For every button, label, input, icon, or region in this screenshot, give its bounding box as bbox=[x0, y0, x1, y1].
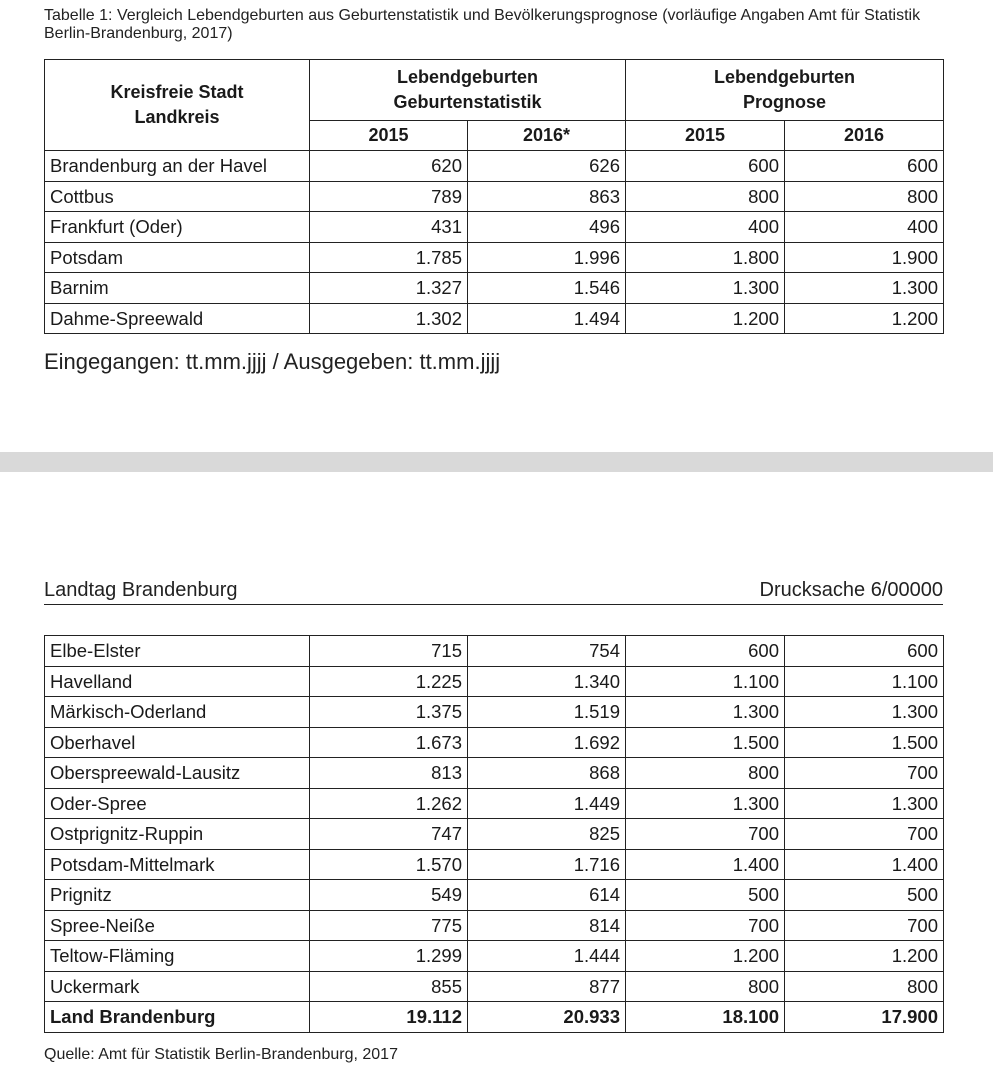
district-name-cell: Elbe-Elster bbox=[45, 636, 310, 667]
district-name-cell: Teltow-Fläming bbox=[45, 941, 310, 972]
value-cell: 1.519 bbox=[468, 697, 626, 728]
table-row bbox=[45, 697, 944, 728]
value-cell: 500 bbox=[626, 880, 785, 911]
value-cell: 877 bbox=[468, 971, 626, 1002]
value-cell: 496 bbox=[468, 212, 626, 243]
district-name-cell: Frankfurt (Oder) bbox=[45, 212, 310, 243]
value-cell: 700 bbox=[785, 819, 944, 850]
table-row bbox=[45, 849, 944, 880]
total-row bbox=[45, 1002, 944, 1033]
value-cell: 400 bbox=[626, 212, 785, 243]
value-cell: 1.200 bbox=[785, 941, 944, 972]
value-cell: 1.225 bbox=[310, 666, 468, 697]
district-name-cell: Oder-Spree bbox=[45, 788, 310, 819]
value-cell: 1.494 bbox=[468, 303, 626, 334]
value-cell: 1.400 bbox=[626, 849, 785, 880]
district-name-cell: Uckermark bbox=[45, 971, 310, 1002]
value-cell: 1.500 bbox=[785, 727, 944, 758]
district-name-cell: Cottbus bbox=[45, 181, 310, 212]
value-cell: 1.444 bbox=[468, 941, 626, 972]
value-cell: 813 bbox=[310, 758, 468, 789]
value-cell: 620 bbox=[310, 151, 468, 182]
received-issued-note: Eingegangen: tt.mm.jjjj / Ausgegeben: tt.mm.jjjj bbox=[44, 349, 501, 374]
value-cell: 626 bbox=[468, 151, 626, 182]
value-cell: 789 bbox=[310, 181, 468, 212]
value-cell: 614 bbox=[468, 880, 626, 911]
value-cell: 800 bbox=[626, 971, 785, 1002]
value-cell: 1.340 bbox=[468, 666, 626, 697]
table-row bbox=[45, 788, 944, 819]
births-table-part-2 bbox=[44, 635, 944, 1033]
value-cell: 1.299 bbox=[310, 941, 468, 972]
value-cell: 825 bbox=[468, 819, 626, 850]
header-year: 2015 bbox=[626, 121, 785, 151]
value-cell: 747 bbox=[310, 819, 468, 850]
value-cell: 1.200 bbox=[626, 303, 785, 334]
value-cell: 1.500 bbox=[626, 727, 785, 758]
district-name-cell: Dahme-Spreewald bbox=[45, 303, 310, 334]
value-cell: 1.262 bbox=[310, 788, 468, 819]
document-header bbox=[44, 579, 943, 605]
header-district: Kreisfreie Stadt Landkreis bbox=[45, 60, 310, 151]
table-row bbox=[45, 181, 944, 212]
header-year: 2016 bbox=[785, 121, 944, 151]
table-row bbox=[45, 212, 944, 243]
value-cell: 500 bbox=[785, 880, 944, 911]
value-cell: 18.100 bbox=[626, 1002, 785, 1033]
table-row bbox=[45, 819, 944, 850]
district-name-cell: Land Brandenburg bbox=[45, 1002, 310, 1033]
value-cell: 1.200 bbox=[785, 303, 944, 334]
value-cell: 1.327 bbox=[310, 273, 468, 304]
value-cell: 800 bbox=[785, 181, 944, 212]
district-name-cell: Oberhavel bbox=[45, 727, 310, 758]
value-cell: 1.716 bbox=[468, 849, 626, 880]
value-cell: 700 bbox=[626, 910, 785, 941]
value-cell: 855 bbox=[310, 971, 468, 1002]
district-name-cell: Oberspreewald-Lausitz bbox=[45, 758, 310, 789]
value-cell: 700 bbox=[785, 910, 944, 941]
district-name-cell: Brandenburg an der Havel bbox=[45, 151, 310, 182]
value-cell: 715 bbox=[310, 636, 468, 667]
value-cell: 775 bbox=[310, 910, 468, 941]
district-name-cell: Spree-Neiße bbox=[45, 910, 310, 941]
table-row bbox=[45, 151, 944, 182]
value-cell: 1.546 bbox=[468, 273, 626, 304]
value-cell: 19.112 bbox=[310, 1002, 468, 1033]
header-year: 2016* bbox=[468, 121, 626, 151]
value-cell: 1.300 bbox=[626, 788, 785, 819]
header-year: 2015 bbox=[310, 121, 468, 151]
value-cell: 863 bbox=[468, 181, 626, 212]
value-cell: 1.570 bbox=[310, 849, 468, 880]
table-row bbox=[45, 727, 944, 758]
births-table-part-1 bbox=[44, 59, 944, 334]
table-row bbox=[45, 636, 944, 667]
value-cell: 431 bbox=[310, 212, 468, 243]
value-cell: 1.449 bbox=[468, 788, 626, 819]
header-parliament: Landtag Brandenburg bbox=[44, 579, 238, 601]
value-cell: 1.300 bbox=[626, 273, 785, 304]
district-name-cell: Ostprignitz-Ruppin bbox=[45, 819, 310, 850]
table-row bbox=[45, 758, 944, 789]
value-cell: 1.996 bbox=[468, 242, 626, 273]
header-group-statistik: Lebendgeburten Geburtenstatistik bbox=[310, 60, 626, 121]
page-separator bbox=[0, 452, 993, 472]
value-cell: 1.300 bbox=[785, 788, 944, 819]
table-row bbox=[45, 941, 944, 972]
value-cell: 17.900 bbox=[785, 1002, 944, 1033]
value-cell: 1.673 bbox=[310, 727, 468, 758]
value-cell: 600 bbox=[626, 151, 785, 182]
value-cell: 1.300 bbox=[626, 697, 785, 728]
value-cell: 1.800 bbox=[626, 242, 785, 273]
source-note: Quelle: Amt für Statistik Berlin-Brandenburg, 2017 bbox=[44, 1046, 398, 1063]
table-caption: Tabelle 1: Vergleich Lebendgeburten aus Geburtenstatistik und Bevölkerungsprognose (vorläufige Angaben Amt für Statistik Berlin-Brandenburg, 2017) bbox=[44, 7, 921, 42]
district-name-cell: Märkisch-Oderland bbox=[45, 697, 310, 728]
table-row bbox=[45, 242, 944, 273]
district-name-cell: Potsdam bbox=[45, 242, 310, 273]
value-cell: 1.100 bbox=[785, 666, 944, 697]
value-cell: 400 bbox=[785, 212, 944, 243]
value-cell: 1.200 bbox=[626, 941, 785, 972]
district-name-cell: Barnim bbox=[45, 273, 310, 304]
district-name-cell: Prignitz bbox=[45, 880, 310, 911]
value-cell: 1.100 bbox=[626, 666, 785, 697]
header-group-prognose: Lebendgeburten Prognose bbox=[626, 60, 944, 121]
table-row bbox=[45, 666, 944, 697]
value-cell: 1.302 bbox=[310, 303, 468, 334]
value-cell: 1.300 bbox=[785, 697, 944, 728]
value-cell: 549 bbox=[310, 880, 468, 911]
value-cell: 800 bbox=[785, 971, 944, 1002]
district-name-cell: Havelland bbox=[45, 666, 310, 697]
value-cell: 800 bbox=[626, 181, 785, 212]
district-name-cell: Potsdam-Mittelmark bbox=[45, 849, 310, 880]
value-cell: 700 bbox=[785, 758, 944, 789]
value-cell: 600 bbox=[785, 151, 944, 182]
table-row bbox=[45, 303, 944, 334]
value-cell: 868 bbox=[468, 758, 626, 789]
value-cell: 1.692 bbox=[468, 727, 626, 758]
value-cell: 1.785 bbox=[310, 242, 468, 273]
table-row bbox=[45, 971, 944, 1002]
value-cell: 1.400 bbox=[785, 849, 944, 880]
table-row bbox=[45, 273, 944, 304]
header-print-number: Drucksache 6/00000 bbox=[759, 579, 943, 601]
value-cell: 814 bbox=[468, 910, 626, 941]
value-cell: 20.933 bbox=[468, 1002, 626, 1033]
table-row bbox=[45, 910, 944, 941]
value-cell: 1.900 bbox=[785, 242, 944, 273]
value-cell: 754 bbox=[468, 636, 626, 667]
value-cell: 600 bbox=[626, 636, 785, 667]
value-cell: 800 bbox=[626, 758, 785, 789]
value-cell: 700 bbox=[626, 819, 785, 850]
table-row bbox=[45, 880, 944, 911]
value-cell: 600 bbox=[785, 636, 944, 667]
value-cell: 1.300 bbox=[785, 273, 944, 304]
value-cell: 1.375 bbox=[310, 697, 468, 728]
